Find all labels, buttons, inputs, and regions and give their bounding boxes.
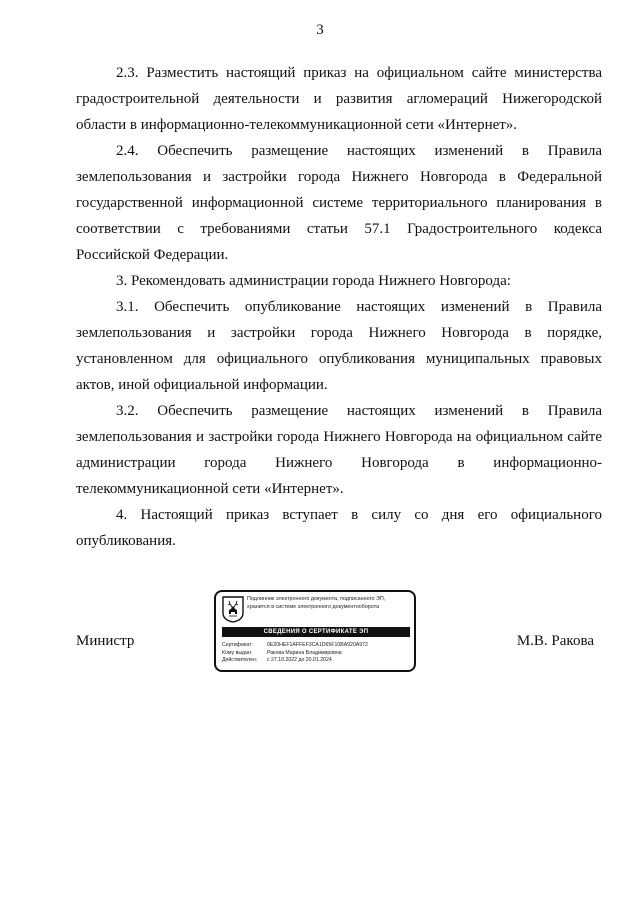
stamp-notice-line: Подлинник электронного документа, подписанного ЭП, <box>247 596 386 602</box>
signer-position: Министр <box>76 633 135 649</box>
issued-to-row <box>222 650 412 658</box>
validity-value: с 27.10.2022 до 20.01.2024 <box>267 657 332 663</box>
paragraph-2-3: 2.3. Разместить настоящий приказ на официальном сайте министерства градостроительной деятельности и развития агломераций Нижегородской области в информационно-телекоммуникационной сети «Интернет». <box>76 65 602 133</box>
document-body <box>76 60 602 554</box>
paragraph-3: 3. Рекомендовать администрации города Нижнего Новгорода: <box>116 273 511 289</box>
certificate-row <box>222 642 412 650</box>
paragraph-3-2: 3.2. Обеспечить размещение настоящих изменений в Правила землепользования и застройки города Нижнего Новгорода на официальном сайте администрации города Нижнего Новгорода в информационно-телекоммуникационной сети «Интернет». <box>76 403 602 497</box>
stamp-details <box>222 642 412 665</box>
deer-emblem-icon <box>222 596 244 623</box>
validity-label: Действителен: <box>222 657 258 663</box>
signature-block <box>76 590 602 674</box>
validity-row <box>222 657 412 665</box>
stamp-notice-line: хранится в системе электронного документооборота <box>247 603 380 610</box>
paragraph-2-4: 2.4. Обеспечить размещение настоящих изменений в Правила землепользования и застройки города Нижнего Новгорода в Федеральной государственной информационной системе территориального планирования в соответствии с требованиями статьи 57.1 Градостроительного кодекса Российской Федерации. <box>76 143 602 263</box>
issued-to-label: Кому выдан: <box>222 649 253 656</box>
stamp-header: СВЕДЕНИЯ О СЕРТИФИКАТЕ ЭП <box>222 627 410 637</box>
certificate-label: Сертификат: <box>222 642 253 648</box>
electronic-signature-stamp <box>214 590 416 672</box>
paragraph-3-1: 3.1. Обеспечить опубликование настоящих изменений в Правила землепользования и застройки города Нижнего Новгорода в порядке, установленном для официального опубликования муниципальных правовых актов, иной официальной информации. <box>76 299 602 393</box>
signer-name: М.В. Ракова <box>516 633 594 649</box>
stamp-notice <box>247 596 413 611</box>
paragraph-4: 4. Настоящий приказ вступает в силу со дня его официального опубликования. <box>76 507 602 549</box>
page-number: 3 <box>316 22 324 38</box>
issued-to-value: Ракова Марина Владимировна <box>267 649 342 656</box>
certificate-value: 0E20HEF1AFFEF3CA1D65F10BA920A972 <box>267 642 368 648</box>
